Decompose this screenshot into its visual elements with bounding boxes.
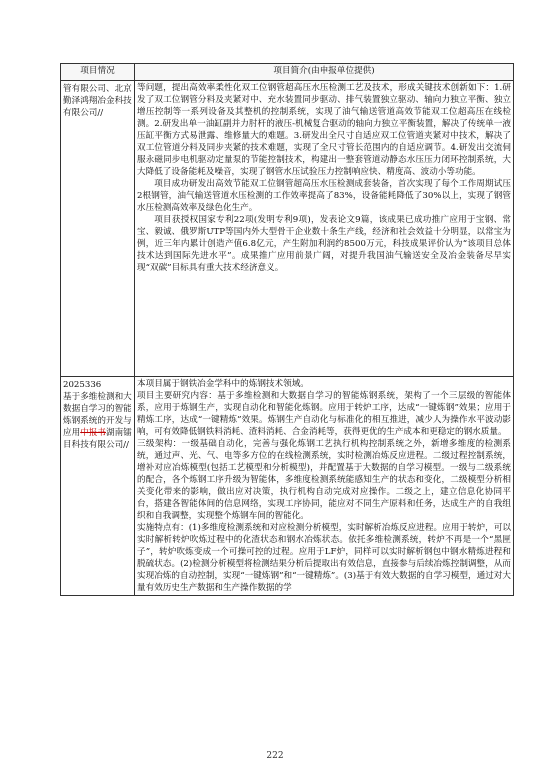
intro-paragraph: 项目获授权国家专利22项(发明专利9项)，发表论文9篇，该成果已成功推广应用于宝钢、常宝、毅诚、俄罗斯UTP等国内外大型骨干企业数十条生产线，经济和社会效益十分明显，以常宝为例，近三年内累计创造产值6.8亿元，产生附加利润约8500万元，科技成果评价认为“该项目总体技术达到国际先进水平”。成果推广应用前景广阔，对提升我国油气输送安全及冶金装备尽早实现“双碳”目标具有重大技术经济意义。 — [137, 215, 511, 273]
project-table — [60, 63, 514, 596]
intro-paragraph: 本项目属于钢铁冶金学科中的炼钢技术领域。 — [137, 379, 309, 389]
intro-paragraph: 三级架构：一级基础自动化，完善与强化炼钢工艺执行机构控制系统之外，新增多维度的检测系统，通过声、光、气、电等多方位的在线检测系统，实时检测冶炼反应进程。二级过程控制系统，增补对应冶炼模型(包括工艺模型和分析模型)，并配置基于大数据的自学习模型。一级与二级系统的配合，各个炼钢工序升级为智能体，多维度检测系统能感知生产的状态和变化，二级模型分析相关变化带来的影响，做出应对决策，执行机构自动完成对应操作。二级之上，建立信息化协同平台，搭建各智能体间的信息网络，实现工序协同，能应对不同生产原料和任务，达成生产的自我组织和自我调整，实现整个炼钢车间的智能化。 — [137, 439, 511, 521]
intro-paragraph: 项目成功研发出高效节能双工位钢管超高压水压检测成套装备，首次实现了每个工作周期试压2根钢管，油气输送管道水压检测的工作效率提高了83%，设备能耗降低了30%以上，实现了钢管水压检测高效率及绿色化生产。 — [137, 179, 511, 213]
table-row — [61, 81, 514, 377]
document-page — [60, 63, 514, 596]
header-project-status: 项目情况 — [61, 64, 135, 81]
project-info-cell — [61, 377, 135, 596]
table-header-row — [61, 64, 514, 81]
intro-paragraph: 等问题，提出高效率柔性化双工位钢管超高压水压检测工艺及技术，形成关键技术创新如下：1.研发了双工位钢管分料及夹紧对中、充水装置同步驱动、排气装置独立驱动、轴向力独立平衡、独立增压控制等一系列设备及其整机的控制系统，实现了油气输送管道高效节能双工位超高压在线检测。2.研发出单一油缸副并力肘杆的液压-机械复合驱动的轴向力独立平衡装置，解决了传统单一液压缸平衡方式易泄露、维修量大的难题。3.研发出全尺寸自适应双工位管道夹紧对中技术，解决了双工位管道分料及同步夹紧的技术难题，实现了全尺寸管长范围内的自适应调节。4.研发出交流伺服永磁同步电机驱动定量泵的节能控制技术，构建出一整套管道动静态水压压力闭环控制系统，大大降低了设备能耗及噪音，实现了钢管水压试验压力控制响应快、精度高、波动小等功能。 — [137, 83, 511, 177]
project-intro-cell — [135, 377, 514, 596]
page-number: 222 — [266, 751, 284, 761]
intro-paragraph: 项目主要研究内容：基于多维检测和大数据自学习的智能炼钢系统，架构了一个三层级的智能体系，应用于炼钢生产，实现自动化和智能化炼钢。应用于转炉工序，达成“一键炼钢”效果；应用于精炼工序，达成“一键精炼”效果。炼钢生产自动化与标准化的相互推进，减少人为操作水平波动影响，可有效降低钢铁料消耗、渣料消耗、合金消耗等，获得更优的生产成本和更稳定的钢水质量。 — [137, 391, 511, 437]
struck-text: 中报书 — [80, 428, 106, 438]
company-names: 管有限公司、北京勤泽鸿翔冶金科技有限公司// — [63, 84, 132, 118]
project-code: 2025336 — [63, 380, 102, 390]
project-title: 基于多维检测和大数据自学习的智能炼钢系统的开发与应用 — [63, 392, 132, 438]
applicant-org: 湖南镭目科技有限公司// — [63, 428, 132, 450]
intro-paragraph: 实施特点有：(1)多维度检测系统和对应检测分析模型，实时解析冶炼反应进程。应用于转炉，可以实时解析转炉吹炼过程中的化渣状态和钢水冶炼状态。依托多维检测系统，转炉不再是一个“黑匣子”，转炉吹炼变成一个可操可控的过程。应用于LF炉，同样可以实时解析钢包中钢水精炼进程和脱硫状态。(2)检测分析模型将检测结果分析后提取出有效信息，直接参与后续冶炼控制调整，从而实现冶炼的自动控制，实现“一键炼钢”和“一键精炼”。(3)基于有效大数据的自学习模型，通过对大量有效历史生产数据和生产操作数据的学 — [137, 523, 511, 593]
header-project-intro: 项目简介(由申报单位提供) — [135, 64, 514, 81]
project-info-cell — [61, 81, 135, 377]
table-row — [61, 377, 514, 596]
project-intro-cell — [135, 81, 514, 377]
